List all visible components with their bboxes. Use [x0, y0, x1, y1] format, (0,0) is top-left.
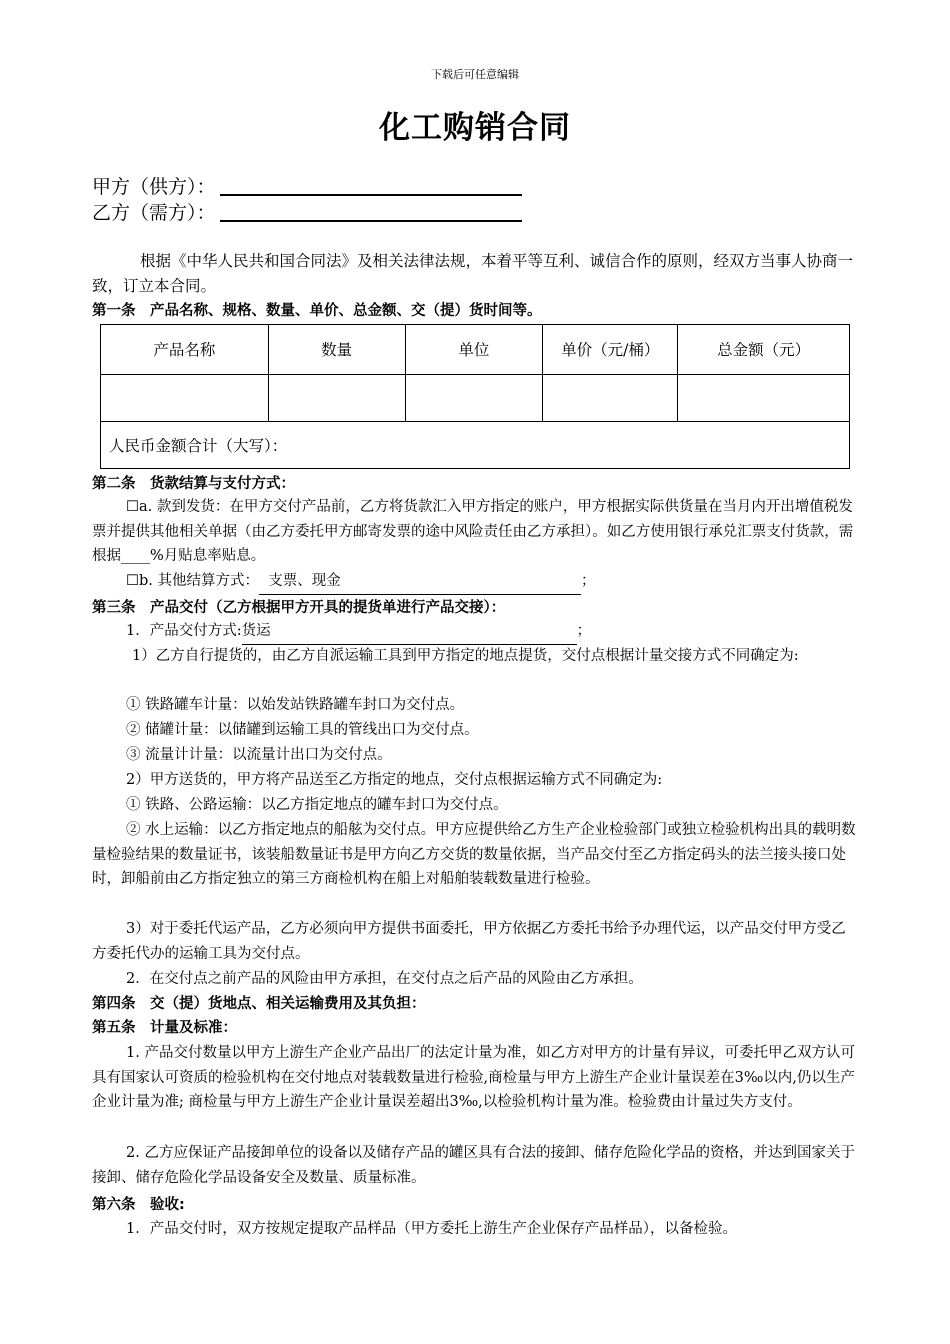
article3-p2: 2）甲方送货的，甲方将产品送至乙方指定的地点，交付点根据运输方式不同确定为: [126, 772, 663, 788]
table-row [101, 375, 850, 422]
article3-p1-c: ③ 流量计计量：以流量计出口为交付点。 [126, 747, 392, 763]
article5-p1: 1. 产品交付数量以甲方上游生产企业产品出厂的法定计量为准，如乙方对甲方的计量有异议，可委托甲乙双方认可具有国家认可资质的检验机构在交付地点对装载数量进行检验,商检量与甲方上游生产企业计量误差在3‰以内,仍以生产企业计量为准; 商检量与甲方上游生产企业计量误差超出3‰,以检验机构计量为准。检验费由计量过失方支付。 [92, 1045, 855, 1111]
party-b-line [92, 200, 522, 226]
party-a-blank[interactable] [220, 174, 522, 196]
article6-p1: 1．产品交付时，双方按规定提取产品样品（甲方委托上游生产企业保存产品样品），以备检验。 [126, 1221, 737, 1237]
option-b-end: ； [581, 573, 596, 589]
option-b-label: ☐b. 其他结算方式： [126, 573, 259, 589]
cell-quantity[interactable] [268, 375, 405, 422]
article3-p1-a: ① 铁路罐车计量：以始发站铁路罐车封口为交付点。 [126, 697, 465, 713]
header-note: 下载后可任意编辑 [431, 68, 519, 81]
product-table [100, 324, 850, 469]
article3-p2-a: ① 铁路、公路运输：以乙方指定地点的罐车封口为交付点。 [126, 797, 508, 813]
total-amount-label[interactable]: 人民币金额合计（大写）： [101, 422, 850, 469]
article3-title: 第三条 产品交付（乙方根据甲方开具的提货单进行产品交接）： [92, 600, 506, 616]
party-a-label: 甲方（供方）： [92, 176, 216, 198]
article5-title: 第五条 计量及标准： [92, 1020, 237, 1036]
article2-title: 第二条 货款结算与支付方式： [92, 476, 295, 492]
header-product-name: 产品名称 [101, 325, 269, 375]
delivery-method-line [92, 619, 894, 645]
article4-title: 第四条 交（提）货地点、相关运输费用及其负担： [92, 996, 426, 1012]
article3-p1: 1）乙方自行提货的，由乙方自派运输工具到甲方指定的地点提货，交付点根据计量交接方式不同确定为: [132, 648, 799, 664]
cell-unit[interactable] [405, 375, 543, 422]
header-unit: 单位 [405, 325, 543, 375]
table-header-row [101, 325, 850, 375]
article2-option-b [92, 569, 894, 595]
table-total-row [101, 422, 850, 469]
party-b-label: 乙方（需方）： [92, 202, 216, 224]
article5-p2: 2. 乙方应保证产品接卸单位的设备以及储存产品的罐区具有合法的接卸、储存危险化学品的资格，并达到国家关于接卸、储存危险化学品设备安全及数量、质量标准。 [92, 1145, 855, 1186]
article6-title: 第六条 验收: [92, 1197, 185, 1213]
delivery-method-field[interactable] [242, 619, 577, 645]
header-unit-price [543, 325, 678, 375]
cell-total-amount[interactable] [678, 375, 850, 422]
option-b-value-field[interactable] [259, 569, 581, 595]
delivery-method-end: ； [576, 623, 592, 639]
article3-p4: 2．在交付点之前产品的风险由甲方承担，在交付点之后产品的风险由乙方承担。 [126, 971, 643, 987]
intro-paragraph: 根据《中华人民共和国合同法》及相关法律法规，本着平等互利、诚信合作的原则，经双方当事人协商一致，订立本合同。 [92, 252, 854, 295]
article1-title: 第一条 产品名称、规格、数量、单价、总金额、交（提）货时间等。 [92, 303, 542, 319]
header-quantity: 数量 [268, 325, 405, 375]
article3-p3: 3）对于委托代运产品，乙方必须向甲方提供书面委托，甲方依据乙方委托书给予办理代运，以产品交付甲方受乙方委托代办的运输工具为交付点。 [92, 921, 846, 962]
delivery-method-label: 1．产品交付方式: [126, 623, 242, 639]
option-b-value: 支票、现金 [268, 573, 341, 589]
delivery-method-value: 货运 [241, 623, 271, 639]
header-unit-price-text: 单价（元/桶） [561, 340, 660, 359]
party-a-line [92, 174, 522, 200]
article3-p2-b: ② 水上运输：以乙方指定地点的船舷为交付点。甲方应提供给乙方生产企业检验部门或独立检验机构出具的载明数量检验结果的数量证书，该装船数量证书是甲方向乙方交货的数量依据，当产品交付至乙方指定码头的法兰接头接口处时，卸船前由乙方指定独立的第三方商检机构在船上对船舶装载数量进行检验。 [92, 822, 856, 888]
article3-p1-b: ② 储罐计量：以储罐到运输工具的管线出口为交付点。 [126, 722, 479, 738]
cell-product-name[interactable] [101, 375, 269, 422]
cell-unit-price[interactable] [543, 375, 678, 422]
party-b-blank[interactable] [220, 200, 522, 222]
header-total-amount: 总金额（元） [678, 325, 850, 375]
article2-option-a: ☐a. 款到发货：在甲方交付产品前，乙方将货款汇入甲方指定的账户，甲方根据实际供货量在当月内开出增值税发票并提供其他相关单据（由乙方委托甲方邮寄发票的途中风险责任由乙方承担）。如乙方使用银行承兑汇票支付货款，需根据____%月贴息率贴息。 [92, 499, 854, 565]
contract-title: 化工购销合同 [379, 110, 571, 146]
